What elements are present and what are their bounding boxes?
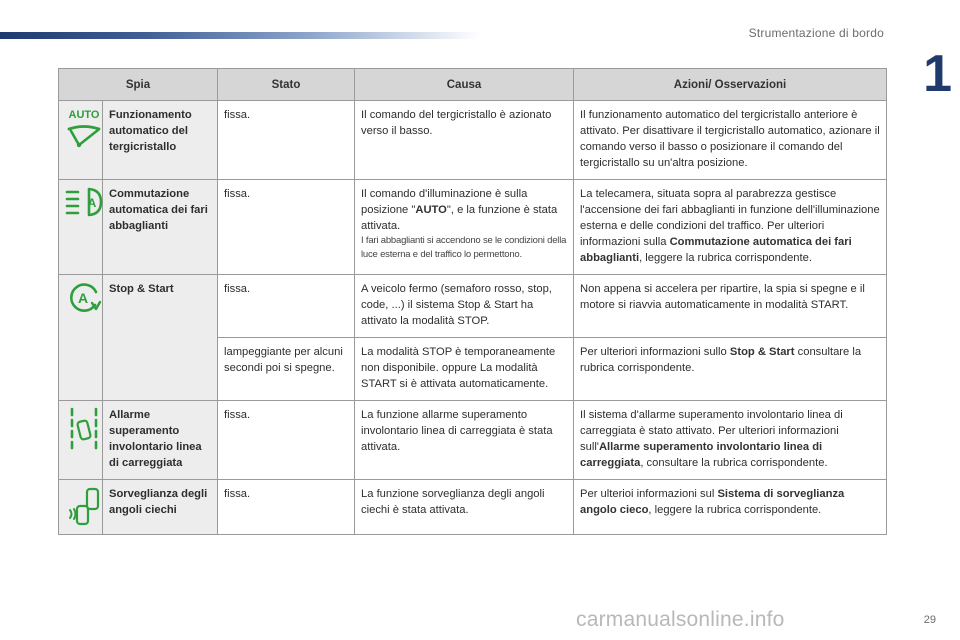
stop-start-icon: [65, 281, 103, 315]
svg-text:A: A: [77, 290, 89, 306]
cause-cell: A veicolo fermo (semaforo rosso, stop, code, ...) il sistema Stop & Start ha attivato la modalità STOP.: [355, 275, 574, 338]
actions-reference: Commutazione automatica dei fari abbaglianti: [580, 236, 852, 264]
table-row: [59, 180, 887, 275]
actions-text-end: , leggere la rubrica corrispondente.: [639, 252, 812, 264]
actions-cell: Non appena si accelera per ripartire, la spia si spegne e il motore si riavvia automaticamente in modalità START.: [574, 275, 887, 338]
cause-note: I fari abbaglianti si accendono se le condizioni della luce esterna e del traffico lo permettono.: [361, 235, 567, 260]
indicator-icon-cell: [59, 180, 103, 275]
indicator-name: Funzionamento automatico del tergicristallo: [103, 101, 218, 180]
column-header-spia: Spia: [59, 69, 218, 101]
table-row: [59, 101, 887, 180]
actions-text: Il sistema d'allarme superamento involontario linea di carreggiata è stato attivato. Per ulteriori informazioni sull': [580, 409, 843, 453]
indicator-icon-cell: [59, 480, 103, 535]
cause-auto-label: AUTO: [415, 204, 447, 216]
indicator-name: Allarme superamento involontario linea di carreggiata: [103, 401, 218, 480]
table-row: [59, 275, 887, 338]
actions-cell: [574, 338, 887, 401]
state-cell: fissa.: [218, 275, 355, 338]
indicator-name: Sorveglianza degli angoli ciechi: [103, 480, 218, 535]
actions-reference: Sistema di sorveglianza angolo cieco: [580, 488, 845, 516]
lane-departure-icon: [65, 407, 103, 451]
warning-lights-table: [58, 68, 887, 535]
actions-text-end: , consultare la rubrica corrispondente.: [640, 457, 828, 469]
table-row: [59, 480, 887, 535]
svg-text:A: A: [87, 196, 97, 210]
actions-text-end: consultare la rubrica corrispondente.: [580, 346, 862, 374]
indicator-name: Stop & Start: [103, 275, 218, 401]
indicator-name: Commutazione automatica dei fari abbaglianti: [103, 180, 218, 275]
column-header-stato: Stato: [218, 69, 355, 101]
state-cell: fissa.: [218, 101, 355, 180]
cause-text: Il comando d'illuminazione è sulla posizione ": [361, 188, 528, 216]
actions-cell: [574, 401, 887, 480]
actions-cell: [574, 480, 887, 535]
indicator-icon-cell: [59, 101, 103, 180]
column-header-causa: Causa: [355, 69, 574, 101]
state-cell: fissa.: [218, 180, 355, 275]
header-decoration-bar: [0, 32, 480, 39]
chapter-number: 1: [923, 45, 952, 103]
page-number: 29: [923, 614, 936, 626]
indicator-icon-cell: [59, 401, 103, 480]
cause-cell: La funzione allarme superamento involontario linea di carreggiata è stata attivata.: [355, 401, 574, 480]
cause-cell: La modalità STOP è temporaneamente non disponibile. oppure La modalità START si è attivata automaticamente.: [355, 338, 574, 401]
cause-text-end: ", e la funzione è stata attivata.: [361, 204, 558, 232]
blind-spot-icon: [65, 486, 103, 526]
auto-wiper-icon: [65, 107, 103, 153]
table-header-row: [59, 69, 887, 101]
column-header-azioni: Azioni/ Osservazioni: [574, 69, 887, 101]
watermark: carmanualsonline.info: [576, 608, 785, 631]
actions-reference: Stop & Start: [729, 346, 795, 358]
actions-cell: Il funzionamento automatico del tergicristallo anteriore è attivato. Per disattivare il tergicristallo automatico, azionare il comando verso il basso o posizionare il comando del tergicristallo su un'altra posizione.: [574, 101, 887, 180]
state-cell: fissa.: [218, 480, 355, 535]
actions-reference: Allarme superamento involontario linea di carreggiata: [580, 441, 823, 469]
section-title: Strumentazione di bordo: [748, 26, 884, 40]
actions-text: Per ulterioi informazioni sul: [580, 488, 718, 500]
indicator-icon-cell: [59, 275, 103, 401]
actions-text: Per ulteriori informazioni sullo: [580, 346, 730, 358]
table-row: [59, 401, 887, 480]
cause-cell: Il comando del tergicristallo è azionato verso il basso.: [355, 101, 574, 180]
cause-cell: La funzione sorveglianza degli angoli ciechi è stata attivata.: [355, 480, 574, 535]
cause-cell: [355, 180, 574, 275]
actions-text: La telecamera, situata sopra al parabrezza gestisce l'accensione dei fari abbaglianti in funzione dell'illuminazione esterna e delle condizioni del traffico. Per ulteriori informazioni sulla: [580, 188, 880, 248]
actions-text-end: , leggere la rubrica corrispondente.: [648, 504, 822, 516]
state-cell: lampeggiante per alcuni secondi poi si spegne.: [218, 338, 355, 401]
state-cell: fissa.: [218, 401, 355, 480]
svg-text:AUTO: AUTO: [68, 109, 100, 121]
auto-headlamp-icon: [65, 186, 103, 220]
actions-cell: [574, 180, 887, 275]
